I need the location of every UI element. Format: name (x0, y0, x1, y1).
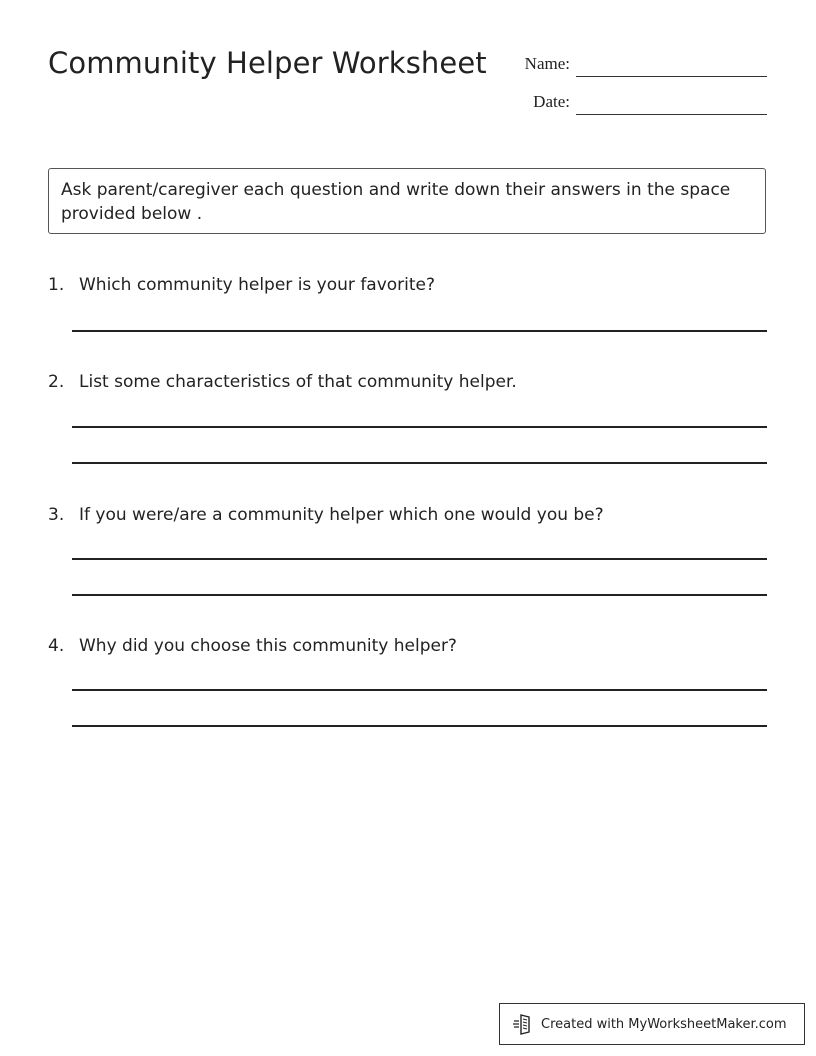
name-field-line[interactable] (576, 76, 767, 77)
instructions-text: Ask parent/caregiver each question and write down their answers in the space provided below . (61, 180, 731, 224)
answer-line-1a[interactable] (72, 330, 767, 332)
myworksheetmaker-logo-icon (512, 1013, 534, 1035)
question-number: 2. (48, 372, 65, 392)
answer-line-2b[interactable] (72, 462, 767, 464)
question-text: List some characteristics of that community helper. (79, 372, 517, 392)
question-text: Which community helper is your favorite? (79, 275, 436, 295)
question-number: 3. (48, 505, 65, 525)
question-1 (48, 275, 435, 295)
name-label: Name: (524, 54, 570, 73)
answer-line-3a[interactable] (72, 558, 767, 560)
footer-text: Created with MyWorksheetMaker.com (541, 1016, 787, 1032)
answer-line-2a[interactable] (72, 426, 767, 428)
question-2 (48, 372, 517, 392)
question-number: 1. (48, 275, 65, 295)
question-text: Why did you choose this community helper? (79, 636, 457, 656)
answer-line-4b[interactable] (72, 725, 767, 727)
answer-line-4a[interactable] (72, 689, 767, 691)
date-field-line[interactable] (576, 114, 767, 115)
question-4 (48, 636, 457, 656)
date-label: Date: (533, 92, 570, 111)
page-title: Community Helper Worksheet (48, 46, 487, 80)
question-3 (48, 505, 604, 525)
instructions-box (48, 168, 766, 234)
question-text: If you were/are a community helper which one would you be? (79, 505, 604, 525)
question-number: 4. (48, 636, 65, 656)
footer-badge[interactable] (499, 1003, 805, 1045)
answer-line-3b[interactable] (72, 594, 767, 596)
